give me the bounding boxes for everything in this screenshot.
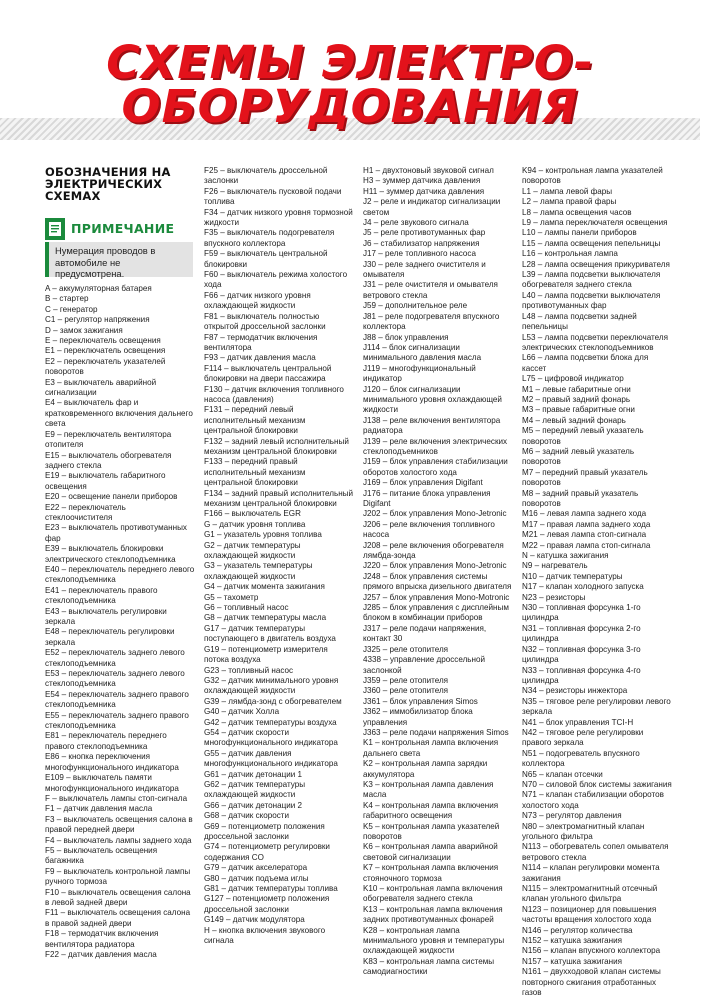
legend-item: N42 – тяговое реле регулировки правого зеркала <box>522 727 644 748</box>
legend-item: L2 – лампа правой фары <box>522 197 617 207</box>
legend-item: F87 – термодатчик включения вентилятора <box>204 332 318 352</box>
legend-item: G6 – топливный насос <box>204 603 289 613</box>
legend-item: G1 – указатель уровня топлива <box>204 530 322 540</box>
legend-item: G81 – датчик температуры топлива <box>204 884 338 894</box>
column-1 <box>45 165 195 959</box>
legend-item: N71 – клапан стабилизации оборотов холостого хода <box>522 790 664 810</box>
legend-item: G3 – указатель температуры охлаждающей жидкости <box>204 561 313 581</box>
legend-item: N114 – клапан регулировки момента зажигания <box>522 863 660 883</box>
legend-item: K28 – контрольная лампа минимального уровня и температуры охлаждающей жидкости <box>363 925 505 956</box>
legend-item: J5 – реле противотуманных фар <box>363 228 486 238</box>
legend-item: L8 – лампа освещения часов <box>522 207 632 217</box>
legend-item: F134 – задний правый исполнительный механизм центральной блокировки <box>204 488 353 508</box>
legend-item: J2 – реле и индикатор сигнализации светом <box>363 197 501 217</box>
legend-item: K3 – контрольная лампа давления масла <box>363 779 494 800</box>
legend-item: F9 – выключатель контрольной лампы ручного тормоза <box>45 866 191 887</box>
legend-item: J248 – блок управления системы прямого впрыска дизельного двигателя <box>363 571 512 592</box>
legend-item: K1 – контрольная лампа включения дальнего света <box>363 738 499 758</box>
legend-item: F – выключатель лампы стоп-сигнала <box>45 793 188 803</box>
legend-item: H11 – зуммер датчика давления <box>363 186 485 196</box>
legend-item: G2 – датчик температуры охлаждающей жидкости <box>204 540 301 561</box>
legend-item: K5 – контрольная лампа указателей поворотов <box>363 821 500 841</box>
legend-item: E81 – переключатель переднего правого стеклоподъемника <box>45 731 167 751</box>
legend-item: G4 – датчик момента зажигания <box>204 582 325 592</box>
legend-item: F4 – выключатель лампы заднего хода <box>45 835 192 845</box>
legend-item: G149 – датчик модулятора <box>204 915 305 925</box>
legend-item: J359 – реле отопителя <box>363 675 449 685</box>
legend-item: M5 – передний левый указатель поворотов <box>522 426 644 446</box>
legend-item: N51 – подогреватель впускного коллектора <box>522 748 640 769</box>
legend-item: G – датчик уровня топлива <box>204 519 306 529</box>
legend-item: N157 – катушка зажигания <box>522 956 622 966</box>
legend-item: M21 – левая лампа стоп-сигнала <box>522 530 647 540</box>
legend-item: N73 – регулятор давления <box>522 811 622 821</box>
legend-item: E19 – выключатель габаритного освещения <box>45 471 166 491</box>
legend-item: E9 – переключатель вентилятора отопителя <box>45 429 172 450</box>
legend-item: F34 – датчик низкого уровня тормозной жидкости <box>204 207 353 228</box>
legend-item: J206 – реле включения топливного насоса <box>363 519 495 540</box>
legend-item: F11 – выключатель освещения салона в правой задней двери <box>45 908 191 928</box>
legend-item: G17 – датчик температуры поступающего в двигатель воздуха <box>204 623 336 644</box>
legend-item: F81 – выключатель полностью открытой дроссельной заслонки <box>204 311 326 332</box>
legend-item: N31 – топливная форсунка 2-го цилиндра <box>522 623 641 644</box>
legend-item: K6 – контрольная лампа аварийной световой сигнализации <box>363 842 498 862</box>
legend-item: J120 – блок сигнализации минимального уровня охлаждающей жидкости <box>363 384 502 415</box>
legend-item: M16 – левая лампа заднего хода <box>522 509 647 519</box>
legend-item: G55 – датчик давления многофункционального индикатора <box>204 748 338 769</box>
legend-item: N41 – блок управления TCI-H <box>522 717 634 727</box>
legend-item: N146 – регулятор количества <box>522 925 633 935</box>
legend-item: L39 – лампа подсветки выключателя обогревателя заднего стекла <box>522 270 661 290</box>
legend-item: J4 – реле звукового сигнала <box>363 218 469 228</box>
legend-list-3 <box>363 166 513 977</box>
legend-list-1 <box>45 284 195 960</box>
legend-item: E20 – освещение панели приборов <box>45 492 178 502</box>
legend-item: E15 – выключатель обогревателя заднего стекла <box>45 450 172 470</box>
legend-item: F3 – выключатель освещения салона в правой передней двери <box>45 814 193 835</box>
legend-item: L28 – лампа освещения прикуривателя <box>522 259 670 269</box>
legend-item: N9 – нагреватель <box>522 561 588 571</box>
legend-item: N152 – катушка зажигания <box>522 936 622 946</box>
legend-item: J81 – реле подогревателя впускного коллектора <box>363 311 500 332</box>
legend-item: L1 – лампа левой фары <box>522 186 613 196</box>
legend-item: H – кнопка включения звукового сигнала <box>204 925 326 946</box>
legend-item: N35 – тяговое реле регулировки левого зеркала <box>522 696 671 717</box>
legend-item: J202 – блок управления Mono-Jetronic <box>363 509 507 519</box>
legend-item: E86 – кнопка переключения многофункционального индикатора <box>45 752 179 772</box>
legend-item: F22 – датчик давления масла <box>45 950 157 959</box>
legend-item: E1 – переключатель освещения <box>45 346 166 356</box>
legend-item: K2 – контрольная лампа зарядки аккумулятора <box>363 759 488 779</box>
legend-item: M22 – правая лампа стоп-сигнала <box>522 540 651 550</box>
legend-item: G23 – топливный насос <box>204 665 294 675</box>
legend-item: E54 – переключатель заднего правого стеклоподъемника <box>45 689 189 710</box>
legend-item: F1 – датчик давления масла <box>45 804 153 814</box>
legend-item: F131 – передний левый исполнительный механизм центральной блокировки <box>204 405 306 436</box>
legend-item: N30 – топливная форсунка 1-го цилиндра <box>522 603 641 623</box>
legend-item: K4 – контрольная лампа включения габаритного освещения <box>363 800 499 821</box>
note-header <box>45 218 193 240</box>
legend-item: L9 – лампа переключателя освещения <box>522 218 668 228</box>
legend-item: G39 – лямбда-зонд с обогревателем <box>204 696 342 706</box>
legend-item: G80 – датчик подъема иглы <box>204 873 309 883</box>
legend-item: J114 – блок сигнализации минимального давления масла <box>363 342 482 363</box>
legend-item: F130 – датчик включения топливного насоса (давления) <box>204 384 344 404</box>
legend-item: G32 – датчик минимального уровня охлаждающей жидкости <box>204 675 339 696</box>
legend-item: G74 – потенциометр регулировки содержания CO <box>204 842 330 862</box>
legend-item: F25 – выключатель дроссельной заслонки <box>204 166 328 186</box>
legend-item: L48 – лампа подсветки задней пепельницы <box>522 311 637 332</box>
legend-item: F10 – выключатель освещения салона в левой задней двери <box>45 887 191 907</box>
legend-item: G127 – потенциометр положения дроссельной заслонки <box>204 894 330 914</box>
legend-item: N123 – позиционер для повышения частоты вращения холостого хода <box>522 904 657 925</box>
legend-item: G54 – датчик скорости многофункционального индикатора <box>204 727 338 748</box>
legend-item: M1 – левые габаритные огни <box>522 384 631 394</box>
legend-item: N – катушка зажигания <box>522 551 609 561</box>
legend-item: L10 – лампы панели приборов <box>522 228 637 238</box>
legend-item: K83 – контрольная лампа системы самодиагностики <box>363 956 495 977</box>
legend-item: L15 – лампа освещения пепельницы <box>522 238 661 248</box>
legend-item: J30 – реле заднего очистителя и омывателя <box>363 259 486 280</box>
legend-item: F166 – выключатель EGR <box>204 509 301 519</box>
legend-item: J138 – реле включения вентилятора радиатора <box>363 415 501 436</box>
legend-item: J159 – блок управления стабилизации оборотов холостого хода <box>363 457 508 477</box>
legend-item: F60 – выключатель режима холостого хода <box>204 270 348 290</box>
note-label: ПРИМЕЧАНИЕ <box>71 220 175 236</box>
legend-item: G40 – датчик Холла <box>204 707 280 717</box>
legend-item: J317 – реле подачи напряжения, контакт 30 <box>363 623 487 644</box>
legend-item: E52 – переключатель заднего левого стеклоподъемника <box>45 648 185 668</box>
legend-list-2 <box>204 166 354 946</box>
legend-item: F5 – выключатель освещения багажника <box>45 845 158 866</box>
legend-item: N33 – топливная форсунка 4-го цилиндра <box>522 665 641 685</box>
legend-item: E41 – переключатель правого стеклоподъемника <box>45 585 158 606</box>
legend-item: H1 – двухтоновый звуковой сигнал <box>363 166 494 175</box>
legend-item: G19 – потенциометр измерителя потока воздуха <box>204 644 328 665</box>
legend-item: G66 – датчик детонации 2 <box>204 800 303 810</box>
legend-item: M3 – правые габаритные огни <box>522 405 635 415</box>
legend-item: J88 – блок управления <box>363 332 449 342</box>
legend-item: N17 – клапан холодного запуска <box>522 582 644 592</box>
legend-item: E53 – переключатель заднего левого стеклоподъемника <box>45 669 185 689</box>
legend-item: E4 – выключатель фар и кратковременного включения дальнего света <box>45 398 193 429</box>
legend-item: F18 – термодатчик включения вентилятора радиатора <box>45 929 159 949</box>
legend-item: N32 – топливная форсунка 3-го цилиндра <box>522 644 641 665</box>
legend-item: K94 – контрольная лампа указателей поворотов <box>522 166 663 186</box>
legend-item: F59 – выключатель центральной блокировки <box>204 249 328 269</box>
legend-item: N156 – клапан впускного коллектора <box>522 946 661 956</box>
page-title-line1: СХЕМЫ ЭЛЕКТРО- <box>106 36 594 89</box>
legend-item: 4338 – управление дроссельной заслонкой <box>363 655 485 675</box>
legend-item: F133 – передний правый исполнительный механизм центральной блокировки <box>204 457 306 488</box>
legend-item: F66 – датчик низкого уровня охлаждающей жидкости <box>204 290 311 311</box>
legend-item: N115 – электромагнитный отсечный клапан угольного фильтра <box>522 884 658 904</box>
legend-item: N65 – клапан отсечки <box>522 769 603 779</box>
legend-item: N161 – двухходовой клапан системы повторного сжигания отработанных газов <box>522 967 661 998</box>
legend-item: N23 – резисторы <box>522 592 586 602</box>
legend-item: K13 – контрольная лампа включения задних противотуманных фонарей <box>363 904 503 925</box>
legend-heading: ОБОЗНАЧЕНИЯ НА ЭЛЕКТРИЧЕСКИХ СХЕМАХ <box>45 165 171 203</box>
legend-item: K7 – контрольная лампа включения стояночного тормоза <box>363 863 499 883</box>
legend-item: N70 – силовой блок системы зажигания <box>522 779 672 789</box>
legend-item: G79 – датчик акселератора <box>204 863 308 873</box>
legend-item: J17 – реле топливного насоса <box>363 249 476 259</box>
legend-item: F114 – выключатель центральной блокировки на двери пассажира <box>204 363 332 384</box>
legend-list-4 <box>522 166 672 998</box>
legend-item: E48 – переключатель регулировки зеркала <box>45 627 175 647</box>
legend-item: E39 – выключатель блокировки электрического стеклоподъемника <box>45 544 176 564</box>
legend-item: J362 – иммобилизатор блока управления <box>363 707 473 727</box>
legend-item: J176 – питание блока управления Digifant <box>363 488 491 508</box>
legend-item: J6 – стабилизатор напряжения <box>363 238 480 248</box>
legend-item: G5 – тахометр <box>204 592 259 602</box>
legend-item: E40 – переключатель переднего левого стеклоподъемника <box>45 564 195 585</box>
legend-item: J119 – многофункциональный индикатор <box>363 363 476 384</box>
legend-item: G42 – датчик температуры воздуха <box>204 717 337 727</box>
legend-item: F35 – выключатель подогревателя впускного коллектора <box>204 228 335 248</box>
legend-item: E2 – переключатель указателей поворотов <box>45 356 166 377</box>
legend-item: M7 – передний правый указатель поворотов <box>522 467 648 488</box>
legend-item: C – генератор <box>45 304 98 314</box>
legend-item: E43 – выключатель регулировки зеркала <box>45 606 167 626</box>
legend-item: J361 – блок управления Simos <box>363 696 478 706</box>
legend-item: K10 – контрольная лампа включения обогревателя заднего стекла <box>363 884 503 904</box>
legend-item: E – переключатель освещения <box>45 336 161 346</box>
legend-item: C1 – регулятор напряжения <box>45 315 150 325</box>
legend-item: M2 – правый задний фонарь <box>522 394 631 404</box>
note-text: Нумерация проводов в автомобиле не предусмотрена. <box>45 242 193 277</box>
legend-item: N113 – обогреватель сопел омывателя ветрового стекла <box>522 842 669 862</box>
legend-item: J59 – дополнительное реле <box>363 301 468 311</box>
legend-item: F93 – датчик давления масла <box>204 353 316 363</box>
legend-item: J31 – реле очистителя и омывателя ветрового стекла <box>363 280 498 300</box>
legend-item: G68 – датчик скорости <box>204 811 290 821</box>
legend-item: G62 – датчик температуры охлаждающей жидкости <box>204 779 306 800</box>
legend-item: A – аккумуляторная батарея <box>45 284 152 293</box>
legend-item: L53 – лампа подсветки переключателя электрических стеклоподъемников <box>522 332 668 352</box>
legend-item: H3 – зуммер датчика давления <box>363 176 481 186</box>
legend-item: N10 – датчик температуры <box>522 571 623 581</box>
legend-item: E23 – выключатель противотуманных фар <box>45 523 187 543</box>
legend-item: M6 – задний левый указатель поворотов <box>522 446 635 467</box>
legend-item: L16 – контрольная лампа <box>522 249 618 259</box>
legend-item: N34 – резисторы инжектора <box>522 686 628 696</box>
legend-item: G61 – датчик детонации 1 <box>204 769 303 779</box>
legend-item: E22 – переключатель стеклоочистителя <box>45 502 126 522</box>
legend-item: M8 – задний правый указатель поворотов <box>522 488 639 508</box>
legend-item: G69 – потенциометр положения дроссельной заслонки <box>204 821 325 841</box>
legend-item: J169 – блок управления Digifant <box>363 478 483 488</box>
legend-item: F132 – задний левый исполнительный механизм центральной блокировки <box>204 436 349 456</box>
legend-item: F26 – выключатель пусковой подачи топлива <box>204 186 342 207</box>
legend-item: N80 – электромагнитный клапан угольного фильтра <box>522 821 645 841</box>
legend-item: G8 – датчик температуры масла <box>204 613 327 623</box>
legend-item: M4 – левый задний фонарь <box>522 415 626 425</box>
legend-item: D – замок зажигания <box>45 325 123 335</box>
legend-item: J257 – блок управления Mono-Motronic <box>363 592 510 602</box>
legend-item: L66 – лампа подсветки блока для кассет <box>522 353 649 373</box>
legend-item: E109 – выключатель памяти многофункционального индикатора <box>45 773 179 793</box>
legend-item: J363 – реле подачи напряжения Simos <box>363 727 509 737</box>
legend-item: B – стартер <box>45 294 89 304</box>
legend-item: J325 – реле отопителя <box>363 644 449 654</box>
legend-item: M17 – правая лампа заднего хода <box>522 519 651 529</box>
legend-item: E55 – переключатель заднего правого стеклоподъемника <box>45 710 189 731</box>
legend-item: L75 – цифровой индикатор <box>522 374 624 384</box>
legend-item: J139 – реле включения электрических стеклоподъемников <box>363 436 508 456</box>
note-icon <box>45 218 65 240</box>
legend-item: L40 – лампа подсветки выключателя противотуманных фар <box>522 290 661 311</box>
legend-item: J285 – блок управления с дисплейным блоком в комбинации приборов <box>363 603 509 623</box>
legend-item: J220 – блок управления Mono-Jetronic <box>363 561 507 571</box>
legend-item: E3 – выключатель аварийной сигнализации <box>45 377 157 398</box>
legend-item: J208 – реле включения обогревателя лямбда-зонда <box>363 540 504 561</box>
page-title-line2: ОБОРУДОВАНИЯ <box>121 80 579 133</box>
legend-item: J360 – реле отопителя <box>363 686 449 696</box>
